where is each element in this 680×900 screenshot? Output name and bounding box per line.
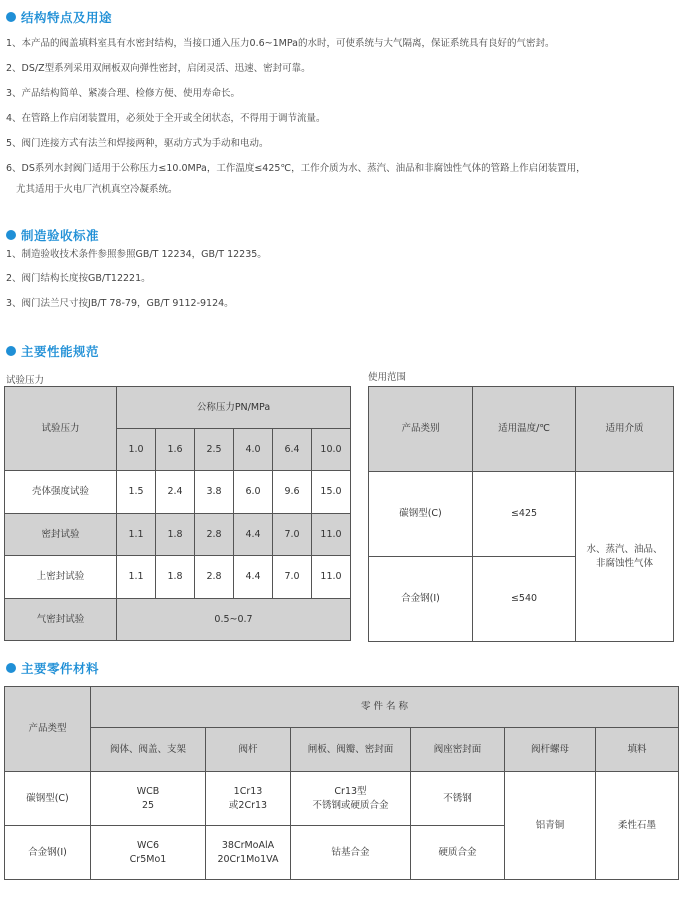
value-cell: 4.4 xyxy=(234,514,273,556)
feature-item-1: 1、本产品的阀盖填料室具有水密封结构，当接口通入压力0.6~1MPa的水时，可使系统与大气隔离，保证系统具有良好的气密封。 xyxy=(6,38,555,49)
table-row xyxy=(5,772,679,826)
value-cell: 4.4 xyxy=(234,556,273,599)
stem-material-cell xyxy=(206,772,291,826)
nominal-pressure-header: 公称压力PN/MPa xyxy=(117,387,351,429)
feature-item-5: 5、阀门连接方式有法兰和焊接两种，驱动方式为手动和电动。 xyxy=(6,138,269,149)
body-material-cell xyxy=(91,772,206,826)
material-line: 不锈钢或硬质合金 xyxy=(312,799,389,811)
product-category-header: 产品类别 xyxy=(369,387,473,472)
bullet-dot-icon xyxy=(6,346,16,356)
value-cell: 2.4 xyxy=(156,471,195,514)
product-type-cell: 碳钢型(C) xyxy=(369,472,473,557)
features-heading: 结构特点及用途 xyxy=(6,8,112,26)
stem-material-cell xyxy=(206,826,291,880)
column-header: 填料 xyxy=(596,728,679,772)
body-material-cell xyxy=(91,826,206,880)
medium-cell xyxy=(576,472,674,642)
feature-item-6-cont: 尤其适用于火电厂汽机真空冷凝系统。 xyxy=(16,184,178,195)
parts-material-table xyxy=(4,686,679,880)
material-line: 25 xyxy=(141,799,155,811)
bullet-dot-icon xyxy=(6,230,16,240)
pn-cell: 10.0 xyxy=(312,429,351,471)
temperature-cell: ≤540 xyxy=(473,557,576,642)
temperature-header: 适用温度/℃ xyxy=(473,387,576,472)
material-line: WC6 xyxy=(136,839,160,851)
product-type-cell: 合金钢(I) xyxy=(369,557,473,642)
value-cell: 2.8 xyxy=(195,556,234,599)
value-cell: 3.8 xyxy=(195,471,234,514)
medium-header: 适用介质 xyxy=(576,387,674,472)
feature-item-3: 3、产品结构简单、紧凑合理、检修方便、使用寿命长。 xyxy=(6,88,241,99)
value-cell: 1.8 xyxy=(156,556,195,599)
material-line: 38CrMoAlA xyxy=(221,839,275,851)
usage-table-caption: 使用范围 xyxy=(368,372,407,383)
medium-line: 非腐蚀性气体 xyxy=(595,557,653,569)
value-cell: 2.8 xyxy=(195,514,234,556)
material-line: 20Cr1Mo1VA xyxy=(217,853,279,865)
value-cell: 11.0 xyxy=(312,514,351,556)
value-cell: 0.5~0.7 xyxy=(117,599,351,641)
temperature-cell: ≤425 xyxy=(473,472,576,557)
value-cell: 15.0 xyxy=(312,471,351,514)
table-row xyxy=(5,599,351,641)
product-type-cell: 碳钢型(C) xyxy=(5,772,91,826)
pn-cell: 6.4 xyxy=(273,429,312,471)
bullet-dot-icon xyxy=(6,12,16,22)
material-line: 1Cr13 xyxy=(233,785,263,797)
test-pressure-table xyxy=(4,386,351,641)
value-cell: 11.0 xyxy=(312,556,351,599)
product-type-cell: 合金钢(I) xyxy=(5,826,91,880)
pressure-table-caption: 试验压力 xyxy=(6,375,45,386)
packing-material-cell: 柔性石墨 xyxy=(596,772,679,880)
table-row xyxy=(369,472,674,557)
standards-heading: 制造验收标准 xyxy=(6,226,99,244)
value-cell: 7.0 xyxy=(273,556,312,599)
feature-item-2: 2、DS/Z型系列采用双闸板双向弹性密封，启闭灵活、迅速、密封可靠。 xyxy=(6,63,311,74)
feature-item-4: 4、在管路上作启闭装置用，必须处于全开或全闭状态，不得用于调节流量。 xyxy=(6,113,326,124)
materials-heading: 主要零件材料 xyxy=(6,659,99,677)
row-label: 密封试验 xyxy=(5,514,117,556)
column-header: 阀杆螺母 xyxy=(505,728,596,772)
column-header: 阀体、阀盖、支架 xyxy=(91,728,206,772)
standard-item-1: 1、制造验收技术条件参照参照GB/T 12234，GB/T 12235。 xyxy=(6,249,267,260)
value-cell: 1.8 xyxy=(156,514,195,556)
seat-material-cell: 硬质合金 xyxy=(411,826,505,880)
row-label: 壳体强度试验 xyxy=(5,471,117,514)
table-row xyxy=(5,471,351,514)
product-type-header: 产品类型 xyxy=(5,687,91,772)
table-row xyxy=(5,514,351,556)
material-line: Cr5Mo1 xyxy=(129,853,167,865)
row-label: 气密封试验 xyxy=(5,599,117,641)
part-name-header: 零 件 名 称 xyxy=(91,687,679,728)
material-line: Cr13型 xyxy=(334,785,367,797)
feature-item-6: 6、DS系列水封阀门适用于公称压力≤10.0MPa，工作温度≤425℃，工作介质为水、蒸汽、油品和非腐蚀性气体的管路上作启闭装置用， xyxy=(6,163,586,174)
pn-cell: 1.0 xyxy=(117,429,156,471)
value-cell: 1.1 xyxy=(117,514,156,556)
pn-cell: 4.0 xyxy=(234,429,273,471)
disc-material-cell: 钴基合金 xyxy=(291,826,411,880)
value-cell: 7.0 xyxy=(273,514,312,556)
disc-material-cell xyxy=(291,772,411,826)
bullet-dot-icon xyxy=(6,663,16,673)
value-cell: 6.0 xyxy=(234,471,273,514)
column-header: 闸板、阀瓣、密封面 xyxy=(291,728,411,772)
row-label: 上密封试验 xyxy=(5,556,117,599)
usage-range-table xyxy=(368,386,674,642)
pn-cell: 1.6 xyxy=(156,429,195,471)
standard-item-2: 2、阀门结构长度按GB/T12221。 xyxy=(6,273,151,284)
medium-line: 水、蒸汽、油品、 xyxy=(586,543,663,555)
test-pressure-header: 试验压力 xyxy=(5,387,117,471)
stem-nut-material-cell: 铝青铜 xyxy=(505,772,596,880)
material-line: WCB xyxy=(136,785,160,797)
pn-cell: 2.5 xyxy=(195,429,234,471)
value-cell: 9.6 xyxy=(273,471,312,514)
performance-heading: 主要性能规范 xyxy=(6,342,99,360)
value-cell: 1.5 xyxy=(117,471,156,514)
table-row xyxy=(5,556,351,599)
column-header: 阀座密封面 xyxy=(411,728,505,772)
seat-material-cell: 不锈钢 xyxy=(411,772,505,826)
material-line: 或2Cr13 xyxy=(228,799,268,811)
column-header: 阀杆 xyxy=(206,728,291,772)
value-cell: 1.1 xyxy=(117,556,156,599)
standard-item-3: 3、阀门法兰尺寸按JB/T 78-79，GB/T 9112-9124。 xyxy=(6,298,234,309)
